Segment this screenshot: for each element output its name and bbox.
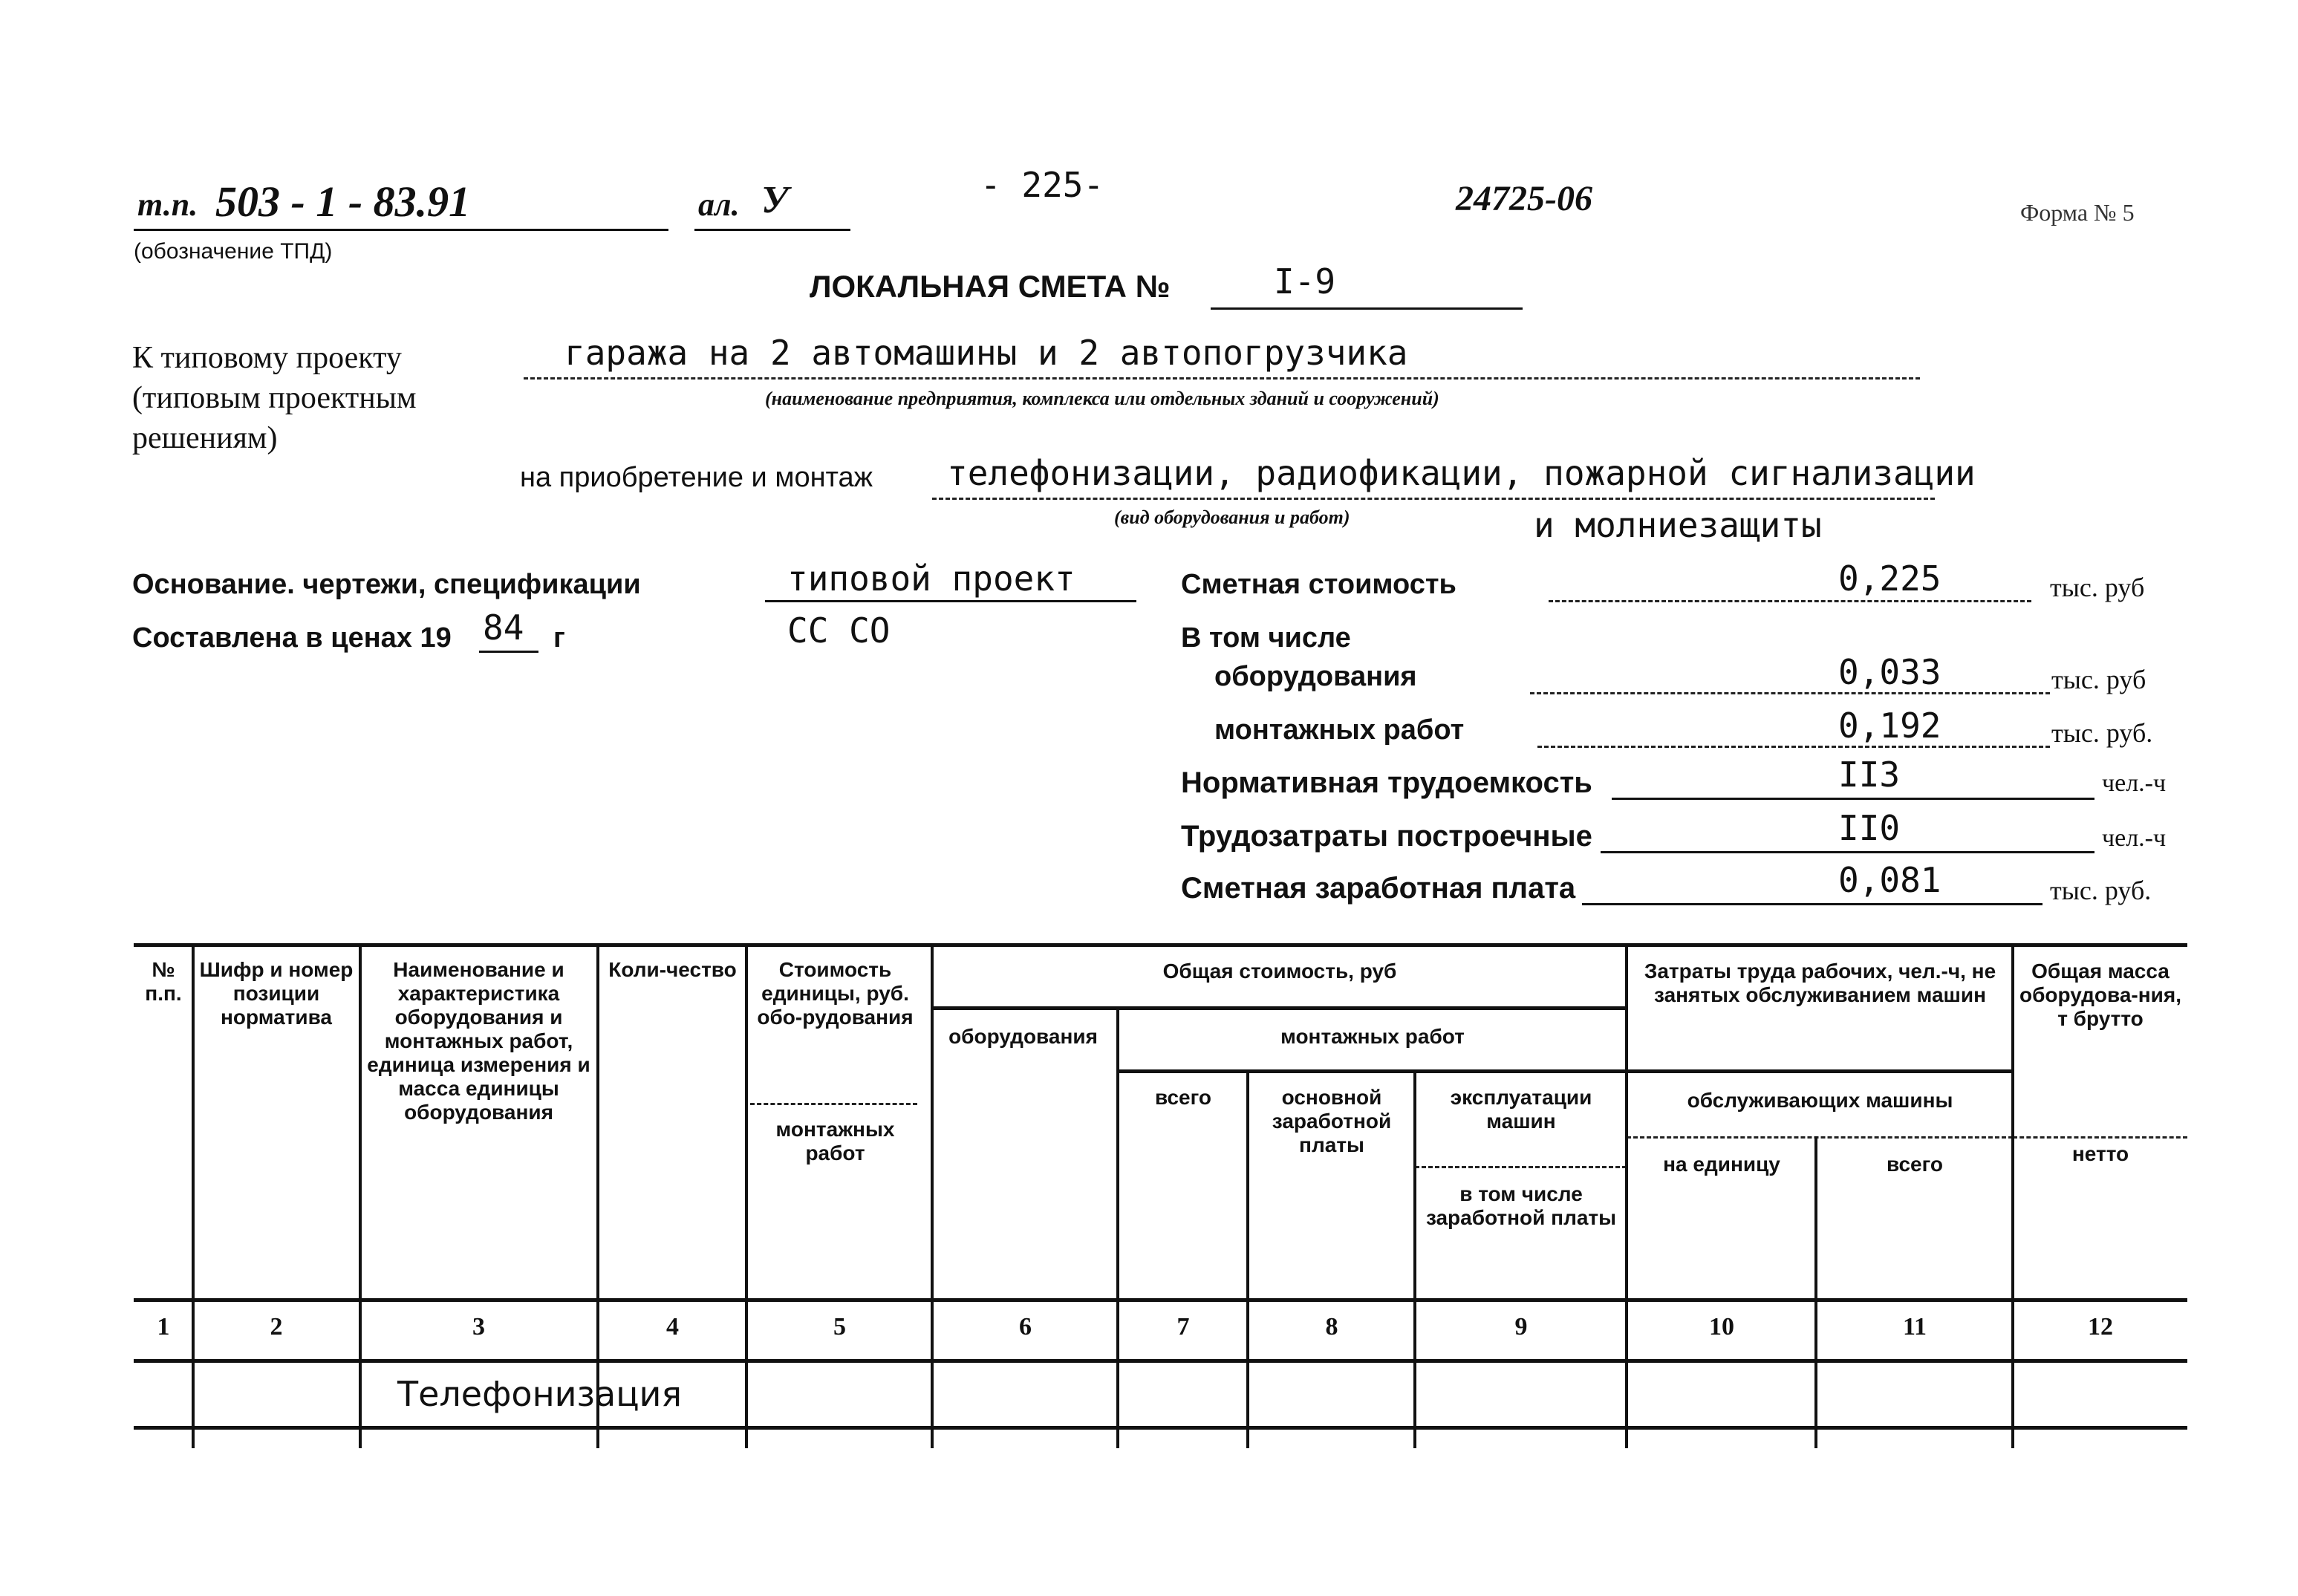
header-unit-cost-top: Стоимость единицы, руб. обо-рудования [757,958,914,1029]
machines-divider [1415,1166,1627,1168]
header-all: всего [1154,1086,1212,1109]
equipment-cost-label: оборудования [1214,661,1417,692]
tp-underline [134,229,668,231]
col-number: 12 [2088,1313,2113,1341]
col-divider-3 [596,943,599,1448]
col-number: 7 [1176,1313,1190,1341]
col-divider-7 [1246,1069,1249,1448]
labor-serv-divider [1627,1136,2013,1139]
basis-underline [765,600,1136,602]
col-number: 11 [1902,1313,1927,1341]
wage-label: Сметная заработная плата [1181,872,1576,905]
page-number: - 225- [980,165,1104,205]
col-divider-10 [1814,1136,1817,1448]
project-label-2: (типовым проектным [132,381,417,415]
basis-value-2: СС СО [787,610,891,651]
estimated-cost-value: 0,225 [1838,558,1941,599]
col-divider-11 [2011,943,2014,1448]
installation-cost-unit: тыс. руб. [2051,718,2153,748]
project-caption: (наименование предприятия, комплекса или отдельных зданий и сооружений) [765,388,1439,409]
header-total-cost: Общая стоимость, руб [1162,960,1397,983]
col-number: 5 [833,1313,846,1341]
table-top-border [134,943,2187,947]
wage-value: 0,081 [1838,860,1941,900]
tpd-caption: (обозначение ТПД) [134,239,333,264]
col-number: 1 [157,1313,170,1341]
header-labor: Затраты труда рабочих, чел.-ч, не занятых обслуживанием машин [1644,960,1996,1006]
labor-site-label: Трудозатраты построечные [1181,820,1592,853]
work-value-1: телефонизации, радиофикации, пожарной сигнализации [947,453,1976,493]
installation-divider [1118,1069,1627,1073]
installation-cost-underline [1537,746,2050,748]
col-number: 9 [1514,1313,1528,1341]
col-divider-5 [931,943,934,1448]
estimated-cost-label: Сметная стоимость [1181,569,1456,600]
col-number: 3 [472,1313,485,1341]
project-value: гаража на 2 автомашины и 2 автопогрузчика [564,333,1408,373]
estimated-cost-underline [1549,600,2031,602]
labor-norm-value: II3 [1838,755,1901,795]
installation-cost-value: 0,192 [1838,706,1941,746]
col-number: 10 [1709,1313,1734,1341]
header-qty: Коли-чество [608,958,737,981]
estimate-title: ЛОКАЛЬНАЯ СМЕТА № [810,269,1171,304]
including-label: В том числе [1181,622,1351,654]
col-divider-9 [1625,943,1628,1448]
prices-suffix: г [553,622,565,654]
header-bottom-border [134,1298,2187,1302]
equipment-cost-underline [1530,692,2050,694]
header-name: Наименование и характеристика оборудования и монтажных работ, единица измерения и масса единицы оборудования [367,958,590,1124]
col-number: 2 [270,1313,283,1341]
total-cost-divider [932,1006,1627,1010]
col-divider-4 [745,943,748,1448]
work-value-2: и молниезащиты [1534,505,1822,545]
col-number: 4 [666,1313,679,1341]
header-machines-wage: в том числе заработной платы [1425,1182,1617,1229]
header-mass-top: Общая масса оборудова-ния, т брутто [2019,960,2181,1030]
header-equipment: оборудования [948,1025,1098,1048]
installation-cost-label: монтажных работ [1214,714,1465,746]
labor-site-unit: чел.-ч [2102,824,2167,852]
col-number: 8 [1325,1313,1338,1341]
tp-number: 503 - 1 - 83.91 [215,177,471,226]
header-machines: эксплуатации машин [1450,1086,1592,1133]
work-caption: (вид оборудования и работ) [1114,507,1350,528]
project-label-1: К типовому проекту [132,341,402,375]
section-title: Телефонизация [397,1374,683,1414]
album-underline [694,229,850,231]
header-code: Шифр и номер позиции норматива [199,958,354,1029]
unit-cost-divider [750,1103,917,1105]
estimated-cost-unit: тыс. руб [2050,573,2145,602]
wage-unit: тыс. руб. [2050,876,2152,905]
album-prefix: ал. [698,186,740,223]
labor-divider [1627,1069,2013,1073]
header-unit-cost-bottom: монтажных работ [775,1118,895,1165]
header-labor-serv: обслуживающих машины [1687,1089,1953,1112]
mass-divider [2013,1136,2187,1139]
col-divider-8 [1413,1069,1416,1448]
form-label: Форма № 5 [2020,199,2135,226]
labor-site-underline [1601,851,2094,853]
col-divider-6 [1116,1006,1119,1448]
labor-norm-underline [1612,798,2094,800]
work-label: на приобретение и монтаж [520,462,873,493]
wage-underline [1582,903,2043,905]
prices-year: 84 [483,608,524,648]
equipment-cost-value: 0,033 [1838,652,1941,692]
tp-prefix: т.п. [137,186,198,223]
album-value: У [761,179,789,221]
header-wage: основной заработной платы [1272,1086,1392,1156]
prices-year-underline [479,651,538,653]
labor-norm-unit: чел.-ч [2102,769,2167,797]
col-number: 6 [1019,1313,1032,1341]
labor-site-value: II0 [1838,808,1901,848]
labor-norm-label: Нормативная трудоемкость [1181,766,1592,799]
estimate-number-underline [1211,307,1523,310]
table-bottom-border [134,1426,2187,1430]
project-underline [524,377,1920,380]
header-per-unit: на единицу [1663,1153,1780,1176]
equipment-cost-unit: тыс. руб [2051,665,2146,694]
estimate-number: I-9 [1274,261,1336,302]
basis-value-1: типовой проект [787,558,1075,599]
header-num: № п.п. [145,958,182,1005]
doc-code: 24725-06 [1456,179,1592,218]
prices-label: Составлена в ценах 19 [132,622,452,654]
header-labor-all: всего [1886,1153,1944,1176]
basis-label: Основание. чертежи, спецификации [132,569,641,600]
work-underline [932,498,1935,500]
header-mass-bottom: нетто [2071,1142,2129,1165]
numbers-bottom-border [134,1359,2187,1363]
header-installation: монтажных работ [1280,1025,1465,1048]
project-label-3: решениям) [132,421,278,455]
